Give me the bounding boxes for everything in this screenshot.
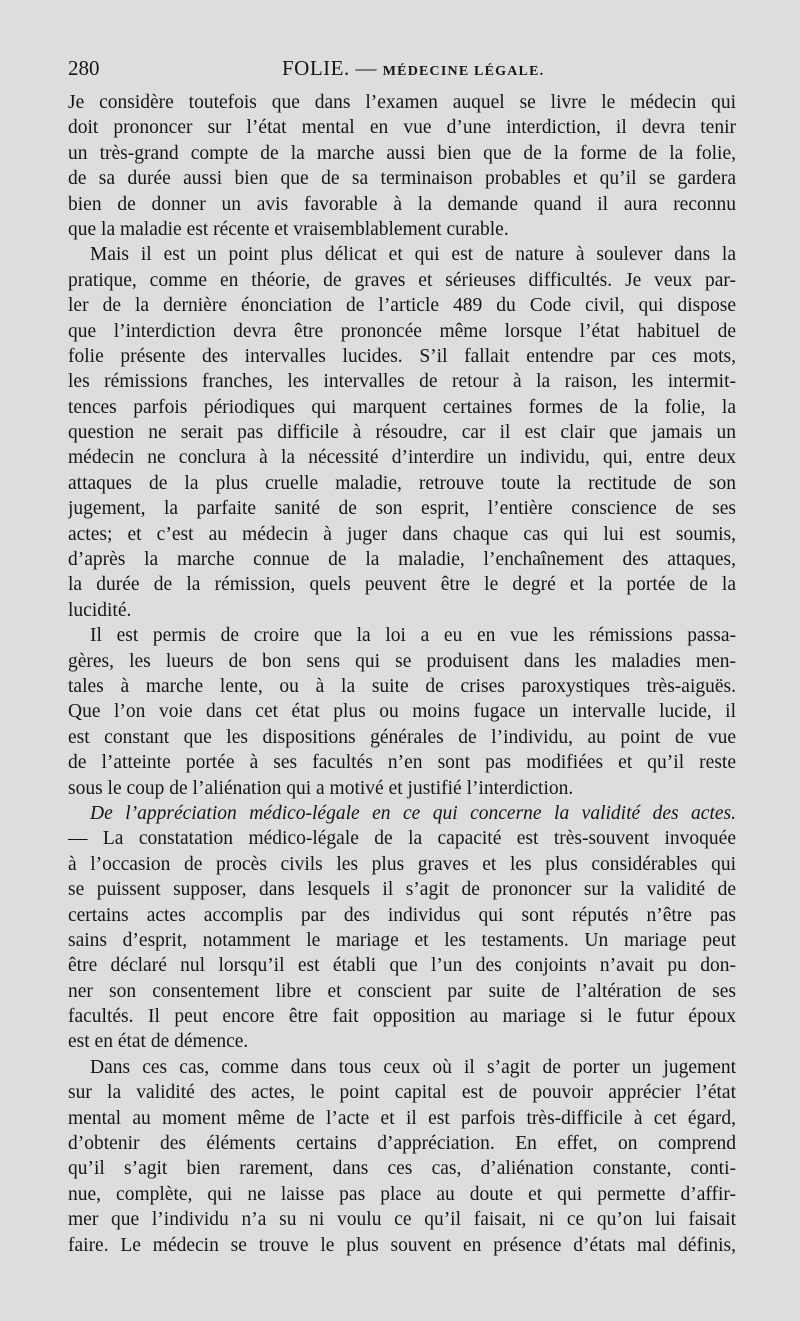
text-line: ler de la dernière énonciation de l’article 489 du Code civil, qui dispose bbox=[68, 295, 736, 317]
text-line: Mais il est un point plus délicat et qui est de nature à soulever dans la bbox=[90, 244, 736, 266]
text-line: de l’atteinte portée à ses facultés n’en sont pas modifiées et qu’il reste bbox=[68, 752, 736, 774]
text-line: Que l’on voie dans cet état plus ou moins fugace un intervalle lucide, il bbox=[68, 701, 736, 723]
text-line: — La constatation médico-légale de la capacité est très-souvent invoquée bbox=[68, 828, 736, 850]
text-line: à l’occasion de procès civils les plus graves et les plus considérables qui bbox=[68, 853, 736, 875]
text-line: un très-grand compte de la marche aussi bien que de la forme de la folie, bbox=[68, 142, 736, 164]
text-line: Il est permis de croire que la loi a eu en vue les rémissions passa- bbox=[90, 625, 736, 647]
text-line: faire. Le médecin se trouve le plus souvent en présence d’états mal définis, bbox=[68, 1234, 736, 1256]
text-line: attaques de la plus cruelle maladie, retrouve toute la rectitude de son bbox=[68, 472, 736, 494]
text-line: bien de donner un avis favorable à la demande quand il aura reconnu bbox=[68, 193, 736, 215]
text-line: tales à marche lente, ou à la suite de crises paroxystiques très-aiguës. bbox=[68, 675, 736, 697]
text-line: d’obtenir des éléments certains d’appréciation. En effet, on comprend bbox=[68, 1133, 736, 1155]
text-line: est constant que les dispositions générales de l’individu, au point de vue bbox=[68, 726, 736, 748]
text-line: question ne serait pas difficile à résoudre, car il est clair que jamais un bbox=[68, 422, 736, 444]
text-line: se puissent supposer, dans lesquels il s’agit de prononcer sur la validité de bbox=[68, 879, 736, 901]
text-line: Dans ces cas, comme dans tous ceux où il s’agit de porter un jugement bbox=[90, 1056, 736, 1078]
title-dash: — bbox=[355, 56, 377, 80]
text-line: folie présente des intervalles lucides. S’il fallait entendre par ces mots, bbox=[68, 345, 736, 367]
text-line: sains d’esprit, notamment le mariage et les testaments. Un mariage peut bbox=[68, 929, 736, 951]
running-header bbox=[68, 56, 734, 86]
text-line: médecin ne conclura à la nécessité d’interdire un individu, qui, entre deux bbox=[68, 447, 736, 469]
text-line: être déclaré nul lorsqu’il est établi que l’un des conjoints n’avait pu don- bbox=[68, 955, 736, 977]
text-line: que la maladie est récente et vraisemblablement curable. bbox=[68, 218, 509, 240]
text-line: certains actes accomplis par des individus qui sont réputés n’être pas bbox=[68, 904, 736, 926]
chapter-title: FOLIE. bbox=[282, 56, 350, 80]
text-line: mental au moment même de l’acte et il est parfois très-difficile à cet égard, bbox=[68, 1107, 736, 1129]
text-line: jugement, la parfaite sanité de son esprit, l’entière conscience de ses bbox=[68, 498, 736, 520]
page-number: 280 bbox=[68, 56, 100, 80]
text-line: sous le coup de l’aliénation qui a motivé et justifié l’interdiction. bbox=[68, 777, 574, 799]
text-line: nue, complète, qui ne laisse pas place au doute et qui permette d’affir- bbox=[68, 1183, 736, 1205]
text-line: gères, les lueurs de bon sens qui se produisent dans les maladies men- bbox=[68, 650, 736, 672]
text-line: lucidité. bbox=[68, 599, 132, 621]
text-line: Je considère toutefois que dans l’examen auquel se livre le médecin qui bbox=[68, 92, 736, 113]
text-line: facultés. Il peut encore être fait opposition au mariage si le futur époux bbox=[68, 1006, 736, 1028]
text-line: pratique, comme en théorie, de graves et sérieuses difficultés. Je veux par- bbox=[68, 269, 736, 291]
text-line: ner son consentement libre et conscient par suite de l’altération de ses bbox=[68, 980, 736, 1002]
text-line: que l’interdiction devra être prononcée même lorsque l’état habituel de bbox=[68, 320, 736, 342]
section-heading: De l’appréciation médico-légale en ce qui concerne la validité des actes. bbox=[90, 802, 736, 824]
text-line: la durée de la rémission, quels peuvent être le degré et la portée de la bbox=[68, 574, 736, 596]
body-text bbox=[68, 90, 736, 1258]
running-title bbox=[282, 56, 544, 81]
text-line: tences parfois périodiques qui marquent certaines formes de la folie, la bbox=[68, 396, 736, 418]
text-line: est en état de démence. bbox=[68, 1031, 249, 1053]
text-line: sur la validité des actes, le point capital est de pouvoir apprécier l’état bbox=[68, 1082, 736, 1104]
text-line: d’après la marche connue de la maladie, l’enchaînement des attaques, bbox=[68, 549, 736, 571]
text-line: actes; et c’est au médecin à juger dans chaque cas qui lui est soumis, bbox=[68, 523, 736, 545]
text-line: les rémissions franches, les intervalles de retour à la raison, les intermit- bbox=[68, 371, 736, 393]
text-line: qu’il s’agit bien rarement, dans ces cas, d’aliénation constante, conti- bbox=[68, 1158, 736, 1180]
text-line: mer que l’individu n’a su ni voulu ce qu’il faisait, ni ce qu’on lui faisait bbox=[68, 1209, 736, 1231]
text-line: de sa durée aussi bien que de sa terminaison probables et qu’il se gardera bbox=[68, 168, 736, 190]
text-line: doit prononcer sur l’état mental en vue d’une interdiction, il devra tenir bbox=[68, 117, 736, 139]
section-subtitle: MÉDECINE LÉGALE. bbox=[382, 64, 545, 79]
